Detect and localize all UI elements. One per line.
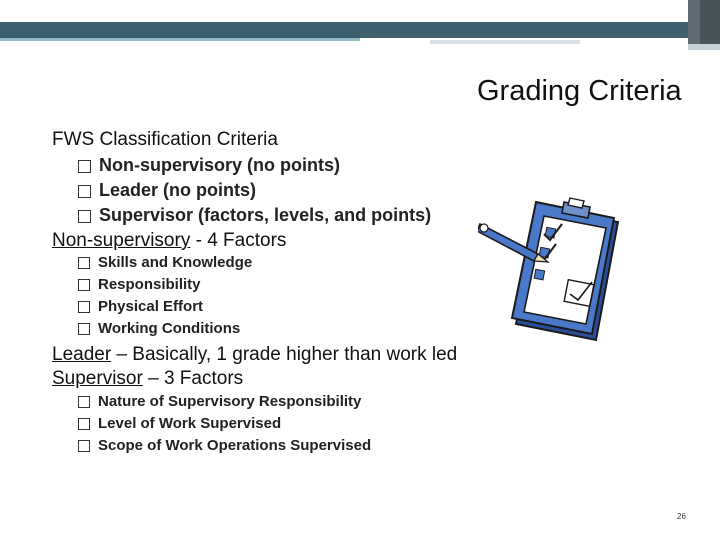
nonsupervisory-heading bbox=[52, 230, 286, 252]
checkbox-bullet-icon bbox=[78, 418, 90, 430]
header-corner-edge bbox=[700, 0, 720, 50]
nonsupervisory-heading-suffix: - 4 Factors bbox=[190, 230, 287, 251]
fws-criteria-heading: FWS Classification Criteria bbox=[52, 129, 278, 150]
supervisor-factor bbox=[78, 437, 371, 454]
header-corner-light bbox=[688, 44, 720, 50]
leader-heading bbox=[52, 344, 457, 366]
checkbox-bullet-icon bbox=[78, 396, 90, 408]
leader-heading-label: Leader bbox=[52, 344, 112, 365]
clipboard-checklist-icon bbox=[478, 188, 638, 348]
fws-item-label: Non-supervisory (no points) bbox=[99, 155, 341, 175]
fws-item bbox=[78, 155, 340, 176]
factor-label: Skills and Knowledge bbox=[98, 254, 253, 271]
factor-label: Level of Work Supervised bbox=[98, 415, 282, 432]
supervisor-heading-label: Supervisor bbox=[52, 368, 143, 389]
checkbox-bullet-icon bbox=[78, 257, 90, 269]
checkbox-bullet-icon bbox=[78, 279, 90, 291]
fws-item-label: Leader (no points) bbox=[99, 180, 256, 200]
fws-item bbox=[78, 180, 256, 201]
slide-header-decoration bbox=[0, 0, 720, 38]
nonsupervisory-factor bbox=[78, 254, 252, 271]
slide-title: Grading Criteria bbox=[477, 75, 682, 107]
header-band bbox=[0, 22, 720, 38]
factor-label: Nature of Supervisory Responsibility bbox=[98, 393, 362, 410]
nonsupervisory-factor bbox=[78, 320, 240, 337]
supervisor-heading-suffix: – 3 Factors bbox=[142, 368, 244, 389]
checkbox-bullet-icon bbox=[78, 440, 90, 452]
nonsupervisory-factor bbox=[78, 276, 201, 293]
header-light-line bbox=[430, 40, 580, 44]
nonsupervisory-factor bbox=[78, 298, 203, 315]
page-number: 26 bbox=[677, 512, 686, 521]
leader-heading-suffix: – Basically, 1 grade higher than work led bbox=[111, 344, 458, 365]
checkbox-bullet-icon bbox=[78, 301, 90, 313]
supervisor-heading bbox=[52, 368, 243, 390]
factor-label: Physical Effort bbox=[98, 298, 204, 315]
nonsupervisory-heading-label: Non-supervisory bbox=[52, 230, 191, 251]
supervisor-factor bbox=[78, 393, 361, 410]
checkbox-bullet-icon bbox=[78, 185, 91, 198]
factor-label: Scope of Work Operations Supervised bbox=[98, 437, 372, 454]
header-accent-line bbox=[0, 38, 360, 41]
factor-label: Working Conditions bbox=[98, 320, 241, 337]
checkbox-bullet-icon bbox=[78, 210, 91, 223]
supervisor-factor bbox=[78, 415, 281, 432]
fws-item-label: Supervisor (factors, levels, and points) bbox=[99, 205, 432, 225]
checkbox-bullet-icon bbox=[78, 323, 90, 335]
factor-label: Responsibility bbox=[98, 276, 201, 293]
fws-item bbox=[78, 205, 431, 226]
checkbox-bullet-icon bbox=[78, 160, 91, 173]
